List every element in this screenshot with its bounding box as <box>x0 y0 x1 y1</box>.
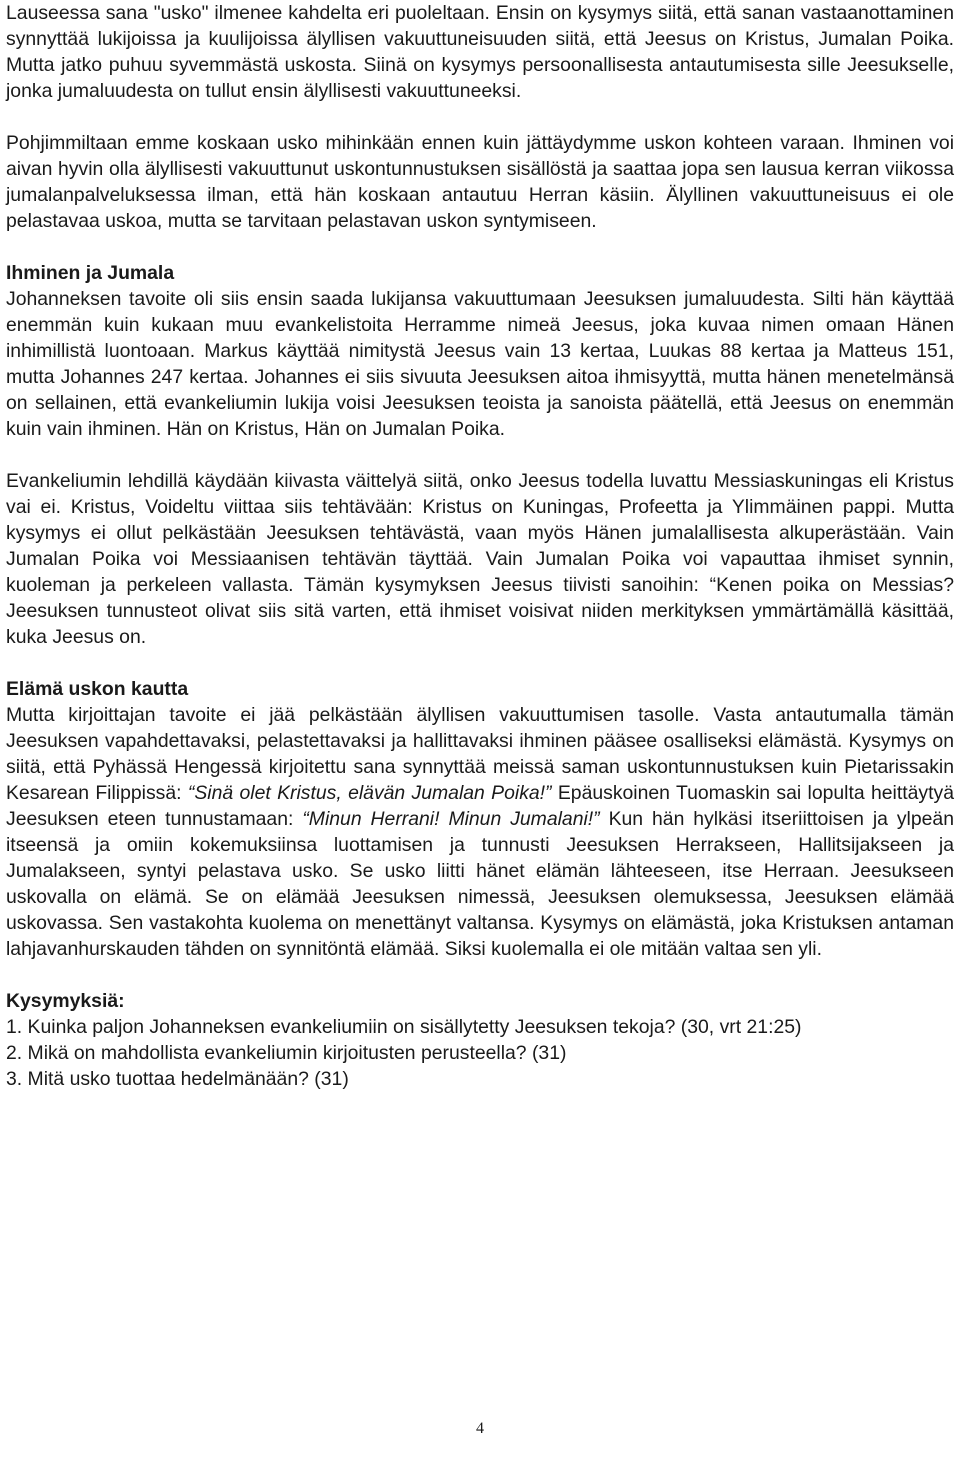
paragraph-trust: Pohjimmiltaan emme koskaan usko mihinkään ennen kuin jättäydymme uskon kohteen varaan. Ihminen voi aivan hyvin olla älyllisesti vakuuttunut uskontunnustuksen sisällöstä ja saattaa jopa sen lausua kerran viikossa jumalanpalveluksessa ilman, että hän koskaan antautuu Herran käsiin. Älyllinen vakuuttuneisuus ei ole pelastavaa uskoa, mutta se tarvitaan pelastavan uskon syntymiseen. <box>6 132 954 232</box>
section-heading-human-and-god: Ihminen ja Jumala <box>6 262 175 284</box>
spacer <box>6 104 954 130</box>
paragraph-faith-two-sides: Lauseessa sana "usko" ilmenee kahdelta eri puoleltaan. Ensin on kysymys siitä, että sanan vastaanottaminen synnyttää lukijoissa ja kuulijoissa älyllisen vakuuttuneisuuden siitä, että Jeesus on Kristus, Jumalan Poika. Mutta jatko puhuu syvemmästä uskosta. Siinä on kysymys persoonallisesta antautumisesta sille Jeesukselle, jonka jumaluudesta on tullut ensin älyllisesti vakuuttuneeksi. <box>6 2 954 102</box>
paragraph-messiah-debate: Evankeliumin lehdillä käydään kiivasta väittelyä siitä, onko Jeesus todella luvattu Messiaskuningas eli Kristus vai ei. Kristus, Voideltu viittaa siis tehtävään: Kristus on Kuningas, Profeetta ja Ylimmäinen pappi. Mutta kysymys ei ollut pelkästään Jeesuksen tehtävästä, vaan myös Hänen jumalallisesta alkuperästään. Vain Jumalan Poika voi Messiaanisen tehtävän täyttää. Vain Jumalan Poika voi vapauttaa ihmiset synnin, kuoleman ja perkeleen vallasta. Tämän kysymyksen Jeesus tiivisti sanoihin: “Kenen poika on Messias? Jeesuksen tunnusteot olivat siis sitä varten, että ihmiset voisivat niiden merkityksen ymmärtämällä käsittää, kuka Jeesus on. <box>6 470 954 648</box>
quote-peter: “Sinä olet Kristus, elävän Jumalan Poika!” <box>187 782 552 804</box>
quote-thomas: “Minun Herrani! Minun Jumalani!” <box>302 808 600 830</box>
paragraph-text: Mutta kirjoittajan tavoite ei jää pelkästään älyllisen vakuuttumisen tasolle. Vasta antautumalla tämän Jeesuksen vapahdettavaksi, pelastettavaksi ja hallittavaksi ihminen pääsee osalliseksi elämästä. Kysymys on siitä, että Pyhässä Hengessä kirjoitettu sana synnyttää meissä saman uskontunnustuksen kuin Pietarissakin Kesarean Filippissä: <box>6 704 954 804</box>
spacer <box>6 962 954 988</box>
paragraph-john-goal: Johanneksen tavoite oli siis ensin saada lukijansa vakuuttumaan Jeesuksen jumaluudesta. Silti hän käyttää enemmän kuin kukaan muu evankelistoita Herramme nimeä Jeesus, joka kuvaa nimen omaan Hänen inhimillistä luontoaan. Markus käyttää nimitystä Jeesus vain 13 kertaa, Luukas 88 kertaa ja Matteus 151, mutta Johannes 247 kertaa. Johannes ei siis sivuuta Jeesuksen aitoa ihmisyyttä, mutta hänen menetelmänsä on sellainen, että evankeliumin lukija voisi Jeesuksen teoista ja sanoista päätellä, että Jeesus on enemmän kuin vain ihminen. Hän on Kristus, Hän on Jumalan Poika. <box>6 288 954 440</box>
question-item: 1. Kuinka paljon Johanneksen evankeliumiin on sisällytetty Jeesuksen tekoja? (30, vrt 21:25) <box>6 1016 802 1038</box>
paragraph-text: Epäuskoinen Tuomaskin sai lopulta heittäytyä Jeesuksen eteen tunnustamaan: <box>6 782 954 830</box>
paragraph-life-through-faith <box>6 702 954 962</box>
spacer <box>6 442 954 468</box>
spacer <box>6 650 954 676</box>
paragraph-text: Kun hän hylkäsi itseriittoisen ja ylpeän itseensä ja omiin kokemuksiinsa luottamisen ja tunnusti Jeesuksen Herrakseen, Hallitsijakseen ja Jumalakseen, syntyi pelastava usko. Se usko liitti hänet elämän lähteeseen, itse Herraan. Jeesukseen uskovalla on elämä. Se on elämää Jeesuksen nimessä, Jeesuksen olemuksessa, Jeesuksen elämää uskovassa. Sen vastakohta kuolema on menettänyt valtansa. Kysymys on elämästä, joka Kristuksen antaman lahjavanhurskauden tähden on synnitöntä elämää. Siksi kuolemalla ei ole mitään valtaa sen yli. <box>6 808 955 960</box>
document-page <box>6 0 954 1092</box>
section-heading-life-through-faith: Elämä uskon kautta <box>6 678 189 700</box>
spacer <box>6 234 954 260</box>
question-item: 3. Mitä usko tuottaa hedelmänään? (31) <box>6 1068 349 1090</box>
page-number: 4 <box>476 1420 484 1437</box>
question-item: 2. Mikä on mahdollista evankeliumin kirjoitusten perusteella? (31) <box>6 1042 567 1064</box>
questions-section <box>6 988 954 1092</box>
section-heading-questions: Kysymyksiä: <box>6 990 125 1012</box>
